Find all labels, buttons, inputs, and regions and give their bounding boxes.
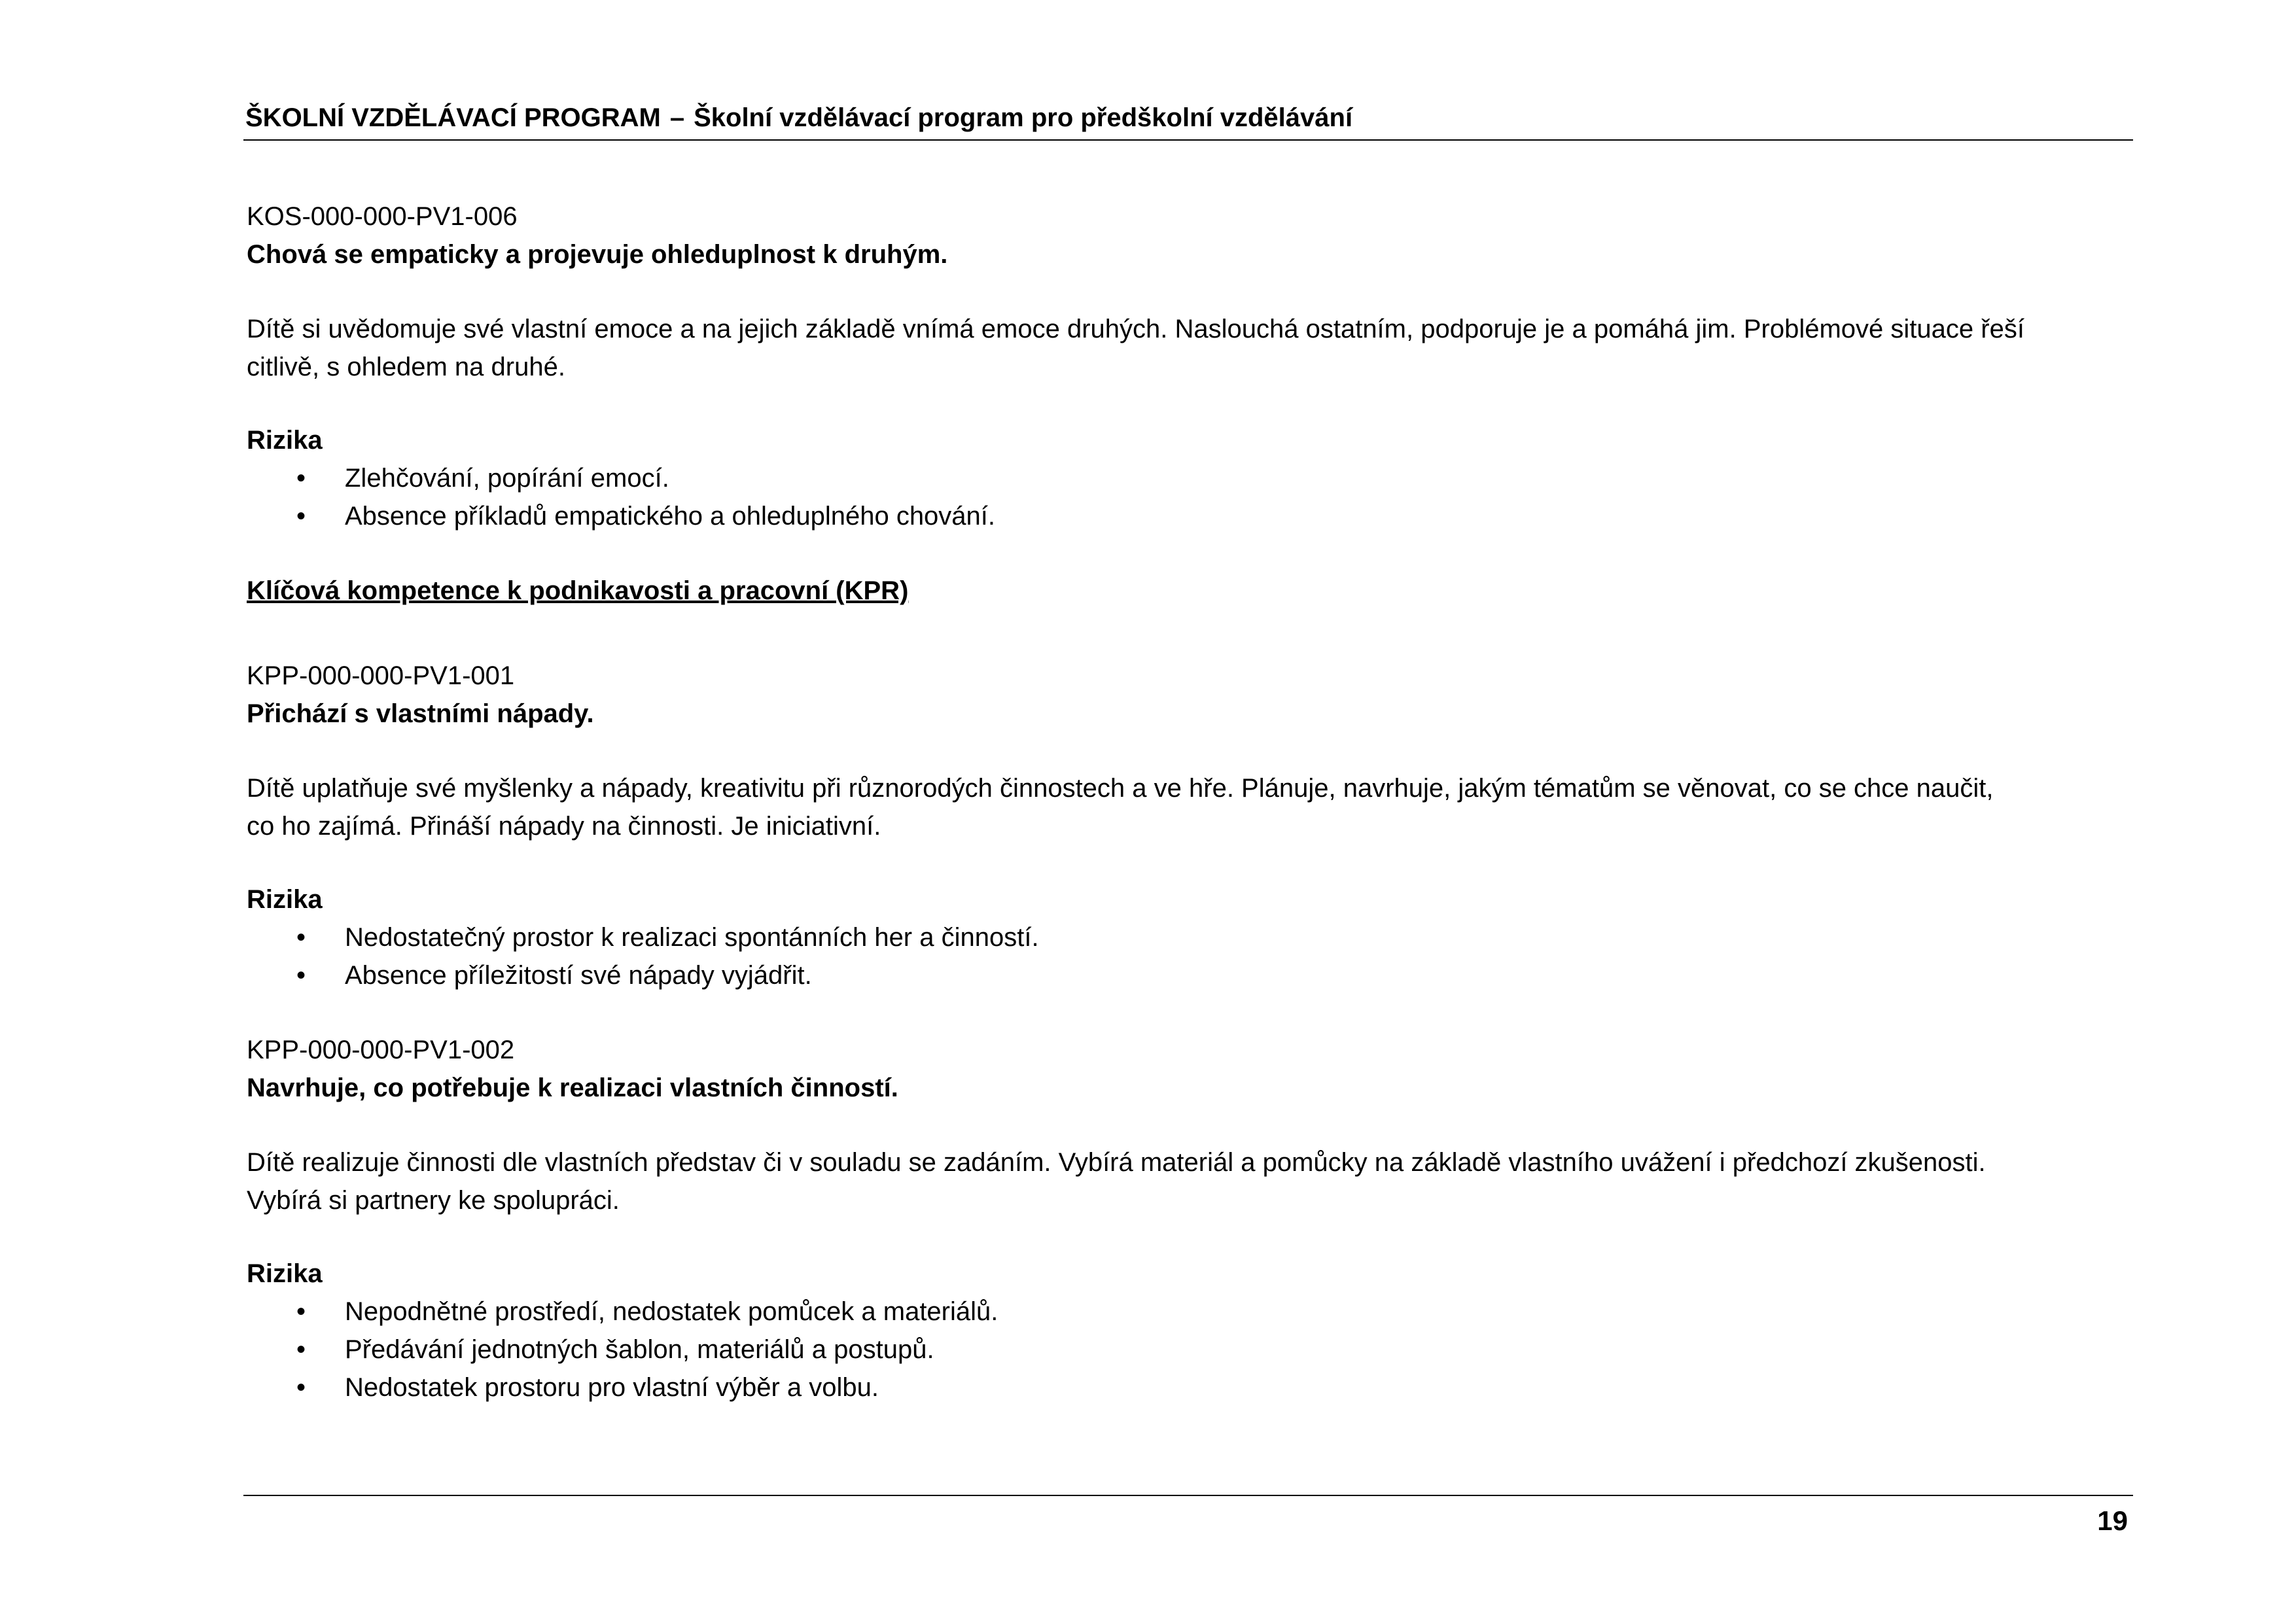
- risk-item: [247, 497, 2131, 535]
- risks-heading: Rizika: [247, 426, 323, 455]
- risk-item: [247, 918, 2131, 956]
- risk-text: Předávání jednotných šablon, materiálů a postupů.: [345, 1335, 934, 1364]
- competence-code: KOS-000-000-PV1-006: [247, 202, 518, 231]
- competence-description-line: Dítě realizuje činnosti dle vlastních představ či v souladu se zadáním. Vybírá materiál a pomůcky na základě vlastního uvážení i předchozí zkušenosti.: [247, 1148, 1986, 1177]
- bullet-icon: •: [296, 1335, 306, 1364]
- risks-heading: Rizika: [247, 1259, 323, 1288]
- header-program-title: Školní vzdělávací program pro předškolní vzdělávání: [694, 103, 1353, 132]
- header-program-label: ŠKOLNÍ VZDĚLÁVACÍ PROGRAM: [245, 103, 661, 132]
- footer-rule: [243, 1495, 2133, 1496]
- competence-code: KPP-000-000-PV1-001: [247, 661, 515, 690]
- competence-statement: Navrhuje, co potřebuje k realizaci vlastních činností.: [247, 1073, 898, 1102]
- page-content: [247, 198, 2131, 1406]
- competence-block: [247, 657, 2131, 994]
- bullet-icon: •: [296, 502, 306, 531]
- risk-item: [247, 459, 2131, 497]
- competence-code: KPP-000-000-PV1-002: [247, 1036, 515, 1064]
- risk-text: Nepodnětné prostředí, nedostatek pomůcek a materiálů.: [345, 1297, 998, 1326]
- competence-description-line: Dítě si uvědomuje své vlastní emoce a na jejich základě vnímá emoce druhých. Naslouchá ostatním, podporuje je a pomáhá jim. Problémové situace řeší: [247, 315, 2024, 343]
- page-number: 19: [2097, 1505, 2128, 1536]
- page-header: [245, 98, 2130, 137]
- risks-list: [247, 459, 2131, 535]
- competence-statement: Chová se empaticky a projevuje ohleduplnost k druhým.: [247, 240, 948, 269]
- bullet-icon: •: [296, 464, 306, 493]
- risks-heading: Rizika: [247, 885, 323, 914]
- bullet-icon: •: [296, 961, 306, 990]
- risks-list: [247, 1293, 2131, 1406]
- competence-block: [247, 198, 2131, 535]
- competence-description-line: citlivě, s ohledem na druhé.: [247, 353, 565, 381]
- risk-text: Absence příkladů empatického a ohleduplného chování.: [345, 502, 996, 531]
- competence-description-line: Vybírá si partnery ke spolupráci.: [247, 1186, 620, 1215]
- competence-description-line: co ho zajímá. Přináší nápady na činnosti. Je iniciativní.: [247, 812, 881, 841]
- bullet-icon: •: [296, 1297, 306, 1326]
- header-rule: [243, 139, 2133, 141]
- risk-item: [247, 956, 2131, 994]
- bullet-icon: •: [296, 1373, 306, 1402]
- section-heading: Klíčová kompetence k podnikavosti a pracovní (KPR): [247, 576, 909, 605]
- competence-description-line: Dítě uplatňuje své myšlenky a nápady, kreativitu při různorodých činnostech a ve hře. Plánuje, navrhuje, jakým tématům se věnovat, co se chce naučit,: [247, 774, 1994, 803]
- risk-item: [247, 1293, 2131, 1331]
- risk-text: Absence příležitostí své nápady vyjádřit.: [345, 961, 812, 990]
- risks-list: [247, 918, 2131, 994]
- risk-text: Nedostatečný prostor k realizaci spontánních her a činností.: [345, 923, 1039, 952]
- risk-item: [247, 1369, 2131, 1406]
- risk-item: [247, 1331, 2131, 1369]
- competence-statement: Přichází s vlastními nápady.: [247, 699, 594, 728]
- competence-block: [247, 1031, 2131, 1406]
- risk-text: Zlehčování, popírání emocí.: [345, 464, 669, 493]
- risk-text: Nedostatek prostoru pro vlastní výběr a volbu.: [345, 1373, 879, 1402]
- bullet-icon: •: [296, 923, 306, 952]
- header-separator: –: [669, 103, 685, 132]
